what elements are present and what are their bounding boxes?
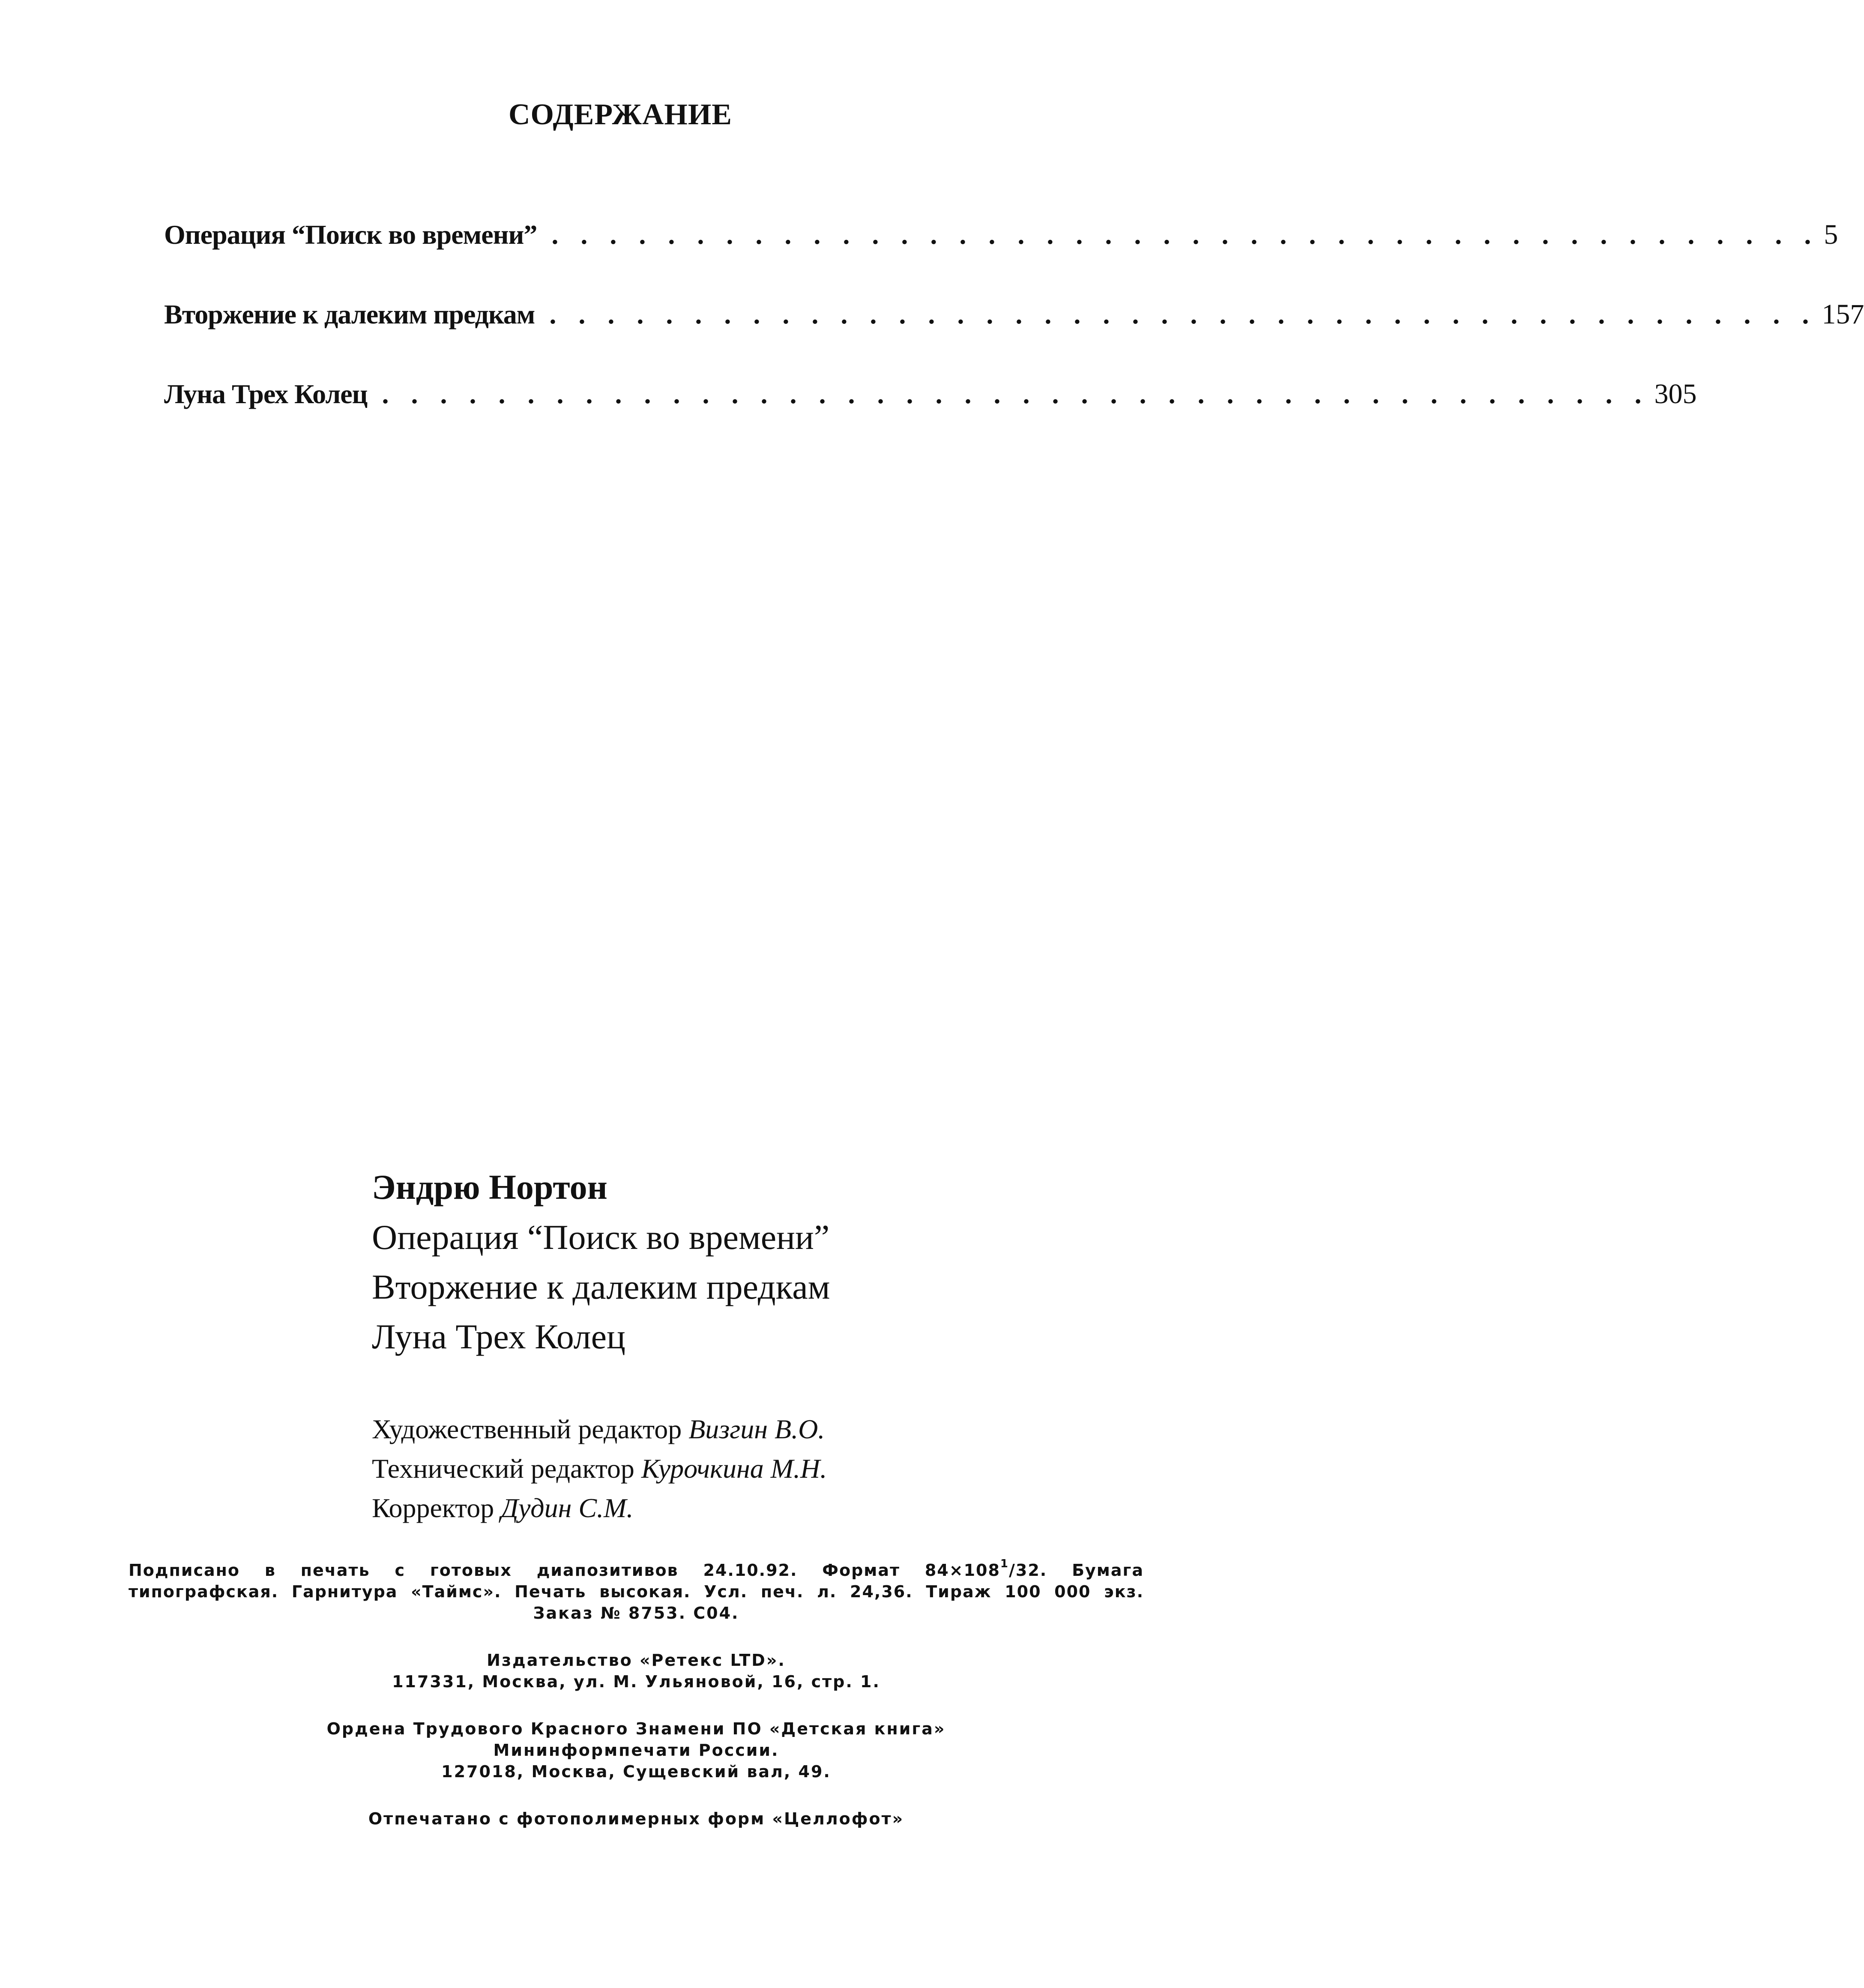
toc-leader-dots: . . . . . . . . . . . . . . . . . . . . . . . . . . . . . . . . . . . . . . . . . . . .	[382, 379, 1649, 409]
staff-row	[372, 1488, 1143, 1528]
toc-entry-page: 5	[1824, 219, 1838, 250]
staff-row	[372, 1410, 1143, 1449]
toc-entry-title: Вторжение к далеким предкам	[164, 299, 535, 329]
author-name: Эндрю Нортон	[372, 1168, 607, 1207]
editorial-staff	[372, 1410, 1143, 1528]
staff-role: Технический редактор	[372, 1453, 634, 1484]
toc-heading: СОДЕРЖАНИЕ	[508, 98, 732, 131]
toc-leader-dots: . . . . . . . . . . . . . . . . . . . . . . . . . . . . . . . . . . . . . . . . . . . .	[551, 219, 1819, 250]
book-info	[372, 1162, 1143, 1362]
print-details-line: Заказ № 8753. С04.	[533, 1604, 739, 1623]
toc-entry	[164, 378, 1697, 458]
toc-leader-dots: . . . . . . . . . . . . . . . . . . . . . . . . . . . . . . . . . . . . . . . . . . . .	[549, 299, 1817, 329]
print-details-line: типографская. Гарнитура «Таймс». Печать высокая. Усл. печ. л. 24,36. Тираж 100 000 экз.	[129, 1582, 1144, 1601]
work-title: Операция “Поиск во времени”	[372, 1218, 830, 1257]
toc-entry-title: Луна Трех Колец	[164, 379, 368, 409]
staff-row	[372, 1449, 1143, 1488]
imprint-block	[129, 1557, 1144, 1829]
staff-name: Дудин С.М.	[501, 1493, 634, 1523]
staff-role: Корректор	[372, 1493, 494, 1523]
toc-entry-page: 157	[1822, 299, 1864, 330]
publisher-address: 117331, Москва, ул. М. Ульяновой, 16, стр. 1.	[392, 1672, 880, 1691]
staff-role: Художественный редактор	[372, 1414, 682, 1444]
staff-name: Визгин В.О.	[688, 1414, 825, 1444]
print-details-line	[129, 1557, 1144, 1581]
format-superscript: 1	[1000, 1557, 1009, 1570]
toc-entry	[164, 219, 1838, 298]
toc-entry-page: 305	[1654, 378, 1697, 410]
work-title: Луна Трех Колец	[372, 1317, 625, 1356]
print-details-text: /32. Бумага	[1009, 1561, 1144, 1580]
publisher-line: Издательство «Ретекс LTD».	[487, 1651, 786, 1670]
printer-line: Ордена Трудового Красного Знамени ПО «Детская книга»	[326, 1719, 946, 1738]
table-of-contents	[164, 219, 1864, 458]
print-details-text: Подписано в печать с готовых диапозитивов 24.10.92. Формат 84×108	[129, 1561, 1000, 1580]
toc-entry-title: Операция “Поиск во времени”	[164, 219, 537, 250]
toc-entry	[164, 298, 1864, 378]
printer-address: 127018, Москва, Сущевский вал, 49.	[441, 1762, 831, 1781]
staff-name: Курочкина М.Н.	[641, 1453, 827, 1484]
printer-line: Мининформпечати России.	[493, 1741, 779, 1760]
printed-from-line: Отпечатано с фотополимерных форм «Целлофот»	[368, 1809, 904, 1828]
work-title: Вторжение к далеким предкам	[372, 1267, 830, 1306]
